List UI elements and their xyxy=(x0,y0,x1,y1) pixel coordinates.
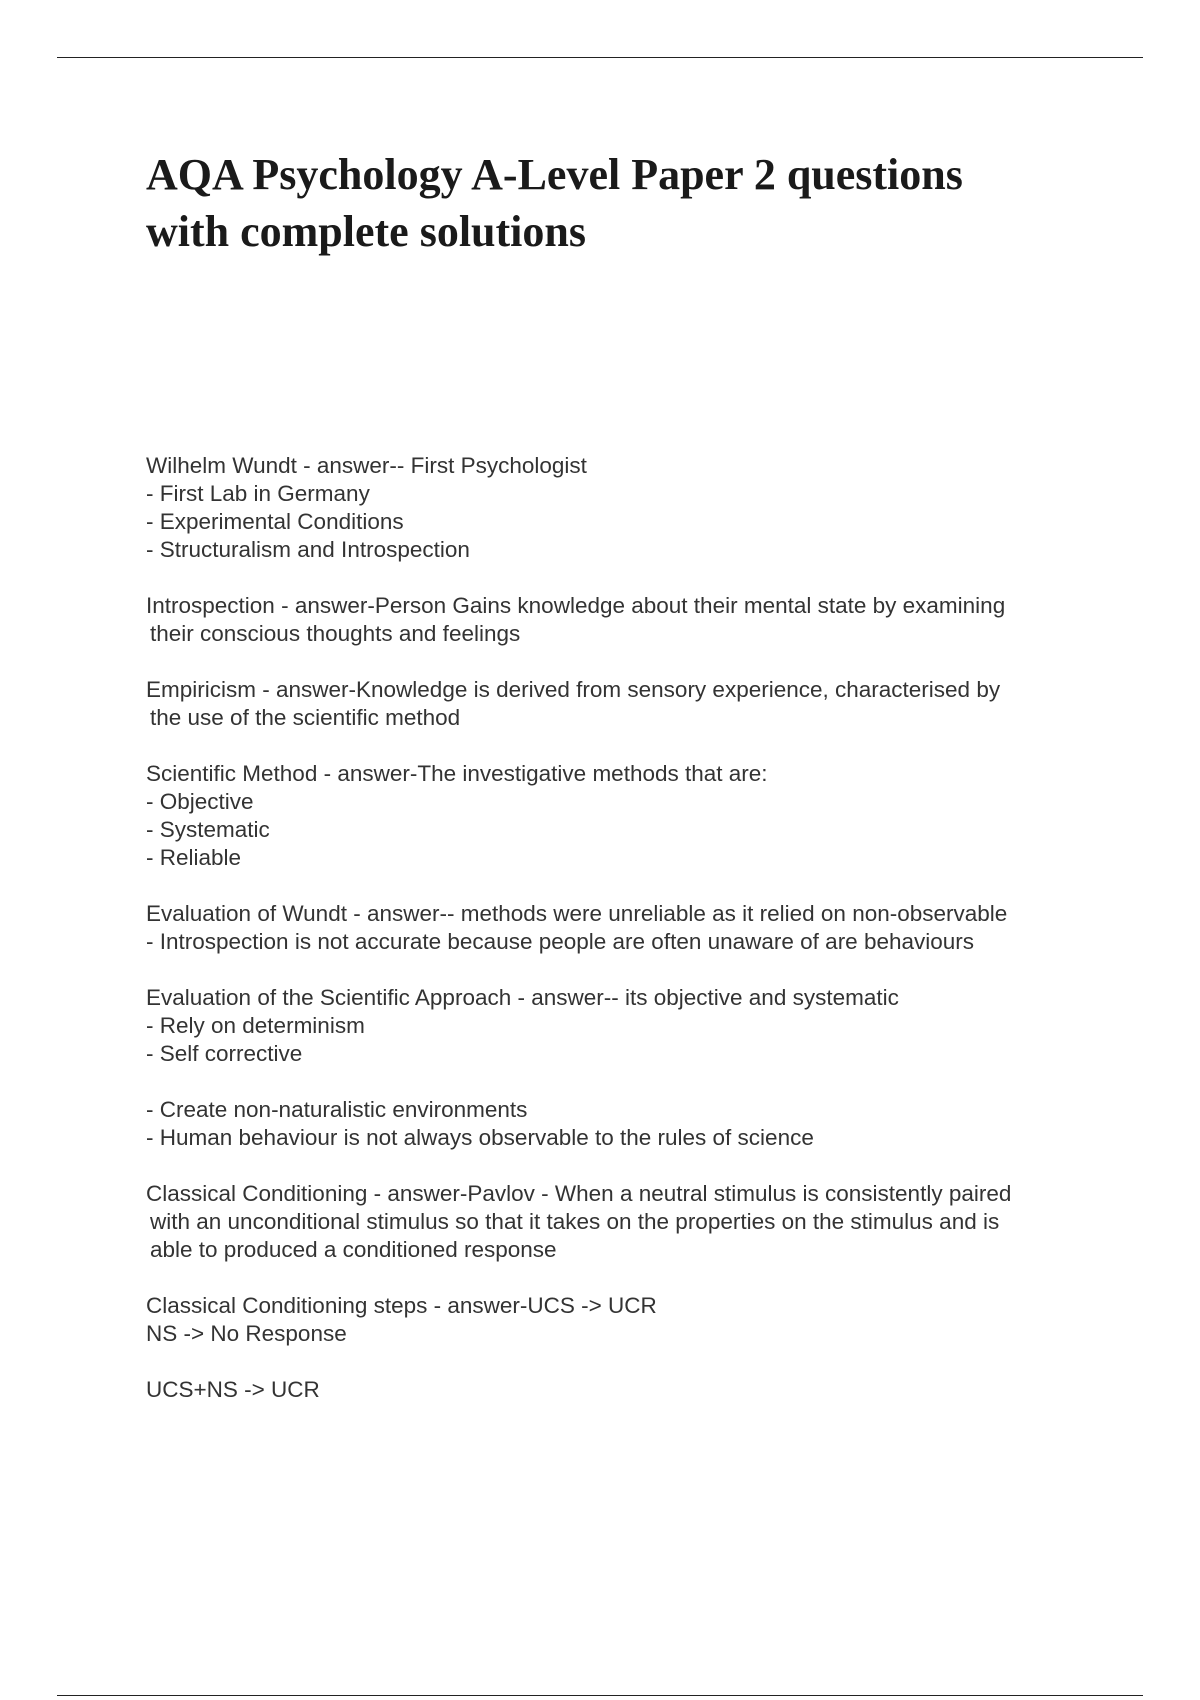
qa-entry xyxy=(146,592,1086,648)
entry-line: - Self corrective xyxy=(146,1041,303,1066)
header-rule xyxy=(57,57,1143,58)
entry-line: UCS+NS -> UCR xyxy=(146,1377,320,1402)
entry-line: with an unconditional stimulus so that it takes on the properties on the stimulus and is xyxy=(150,1209,1000,1234)
entry-line: their conscious thoughts and feelings xyxy=(150,621,521,646)
entry-line: the use of the scientific method xyxy=(150,705,461,730)
qa-entry xyxy=(146,760,1086,872)
entry-line: Scientific Method - answer-The investigative methods that are: xyxy=(146,761,768,786)
entry-line: - Introspection is not accurate because people are often unaware of are behaviours xyxy=(146,929,975,954)
qa-entry xyxy=(146,900,1086,956)
qa-entry xyxy=(146,452,1086,564)
qa-entry xyxy=(146,1096,1086,1152)
entry-line: - Reliable xyxy=(146,845,242,870)
entry-line: - Rely on determinism xyxy=(146,1013,365,1038)
entry-line: Empiricism - answer-Knowledge is derived from sensory experience, characterised by xyxy=(146,677,1001,702)
qa-entry xyxy=(146,984,1086,1068)
entry-line: Classical Conditioning - answer-Pavlov - When a neutral stimulus is consistently paired xyxy=(146,1181,1012,1206)
entry-line: - Create non-naturalistic environments xyxy=(146,1097,528,1122)
entry-line: Evaluation of the Scientific Approach - answer-- its objective and systematic xyxy=(146,985,899,1010)
title-line: with complete solutions xyxy=(146,207,586,256)
qa-entry xyxy=(146,1376,1086,1404)
entry-line: - Experimental Conditions xyxy=(146,509,404,534)
entry-line: Introspection - answer-Person Gains knowledge about their mental state by examining xyxy=(146,593,1006,618)
entry-line: able to produced a conditioned response xyxy=(150,1237,557,1262)
footer-rule xyxy=(57,1695,1143,1696)
entry-line: Classical Conditioning steps - answer-UCS -> UCR xyxy=(146,1293,657,1318)
entry-line: - First Lab in Germany xyxy=(146,481,370,506)
entry-line: - Objective xyxy=(146,789,254,814)
qa-entry xyxy=(146,676,1086,732)
qa-entry xyxy=(146,1180,1086,1264)
document-body xyxy=(146,452,1086,1404)
title-line: AQA Psychology A-Level Paper 2 questions xyxy=(146,150,963,199)
qa-entry xyxy=(146,1292,1086,1348)
entry-line: - Structuralism and Introspection xyxy=(146,537,470,562)
entry-line: Evaluation of Wundt - answer-- methods were unreliable as it relied on non-observable xyxy=(146,901,1008,926)
entry-line: NS -> No Response xyxy=(146,1321,347,1346)
document-title xyxy=(146,146,1106,260)
entry-line: - Human behaviour is not always observable to the rules of science xyxy=(146,1125,814,1150)
entry-line: - Systematic xyxy=(146,817,270,842)
entry-line: Wilhelm Wundt - answer-- First Psychologist xyxy=(146,453,587,478)
